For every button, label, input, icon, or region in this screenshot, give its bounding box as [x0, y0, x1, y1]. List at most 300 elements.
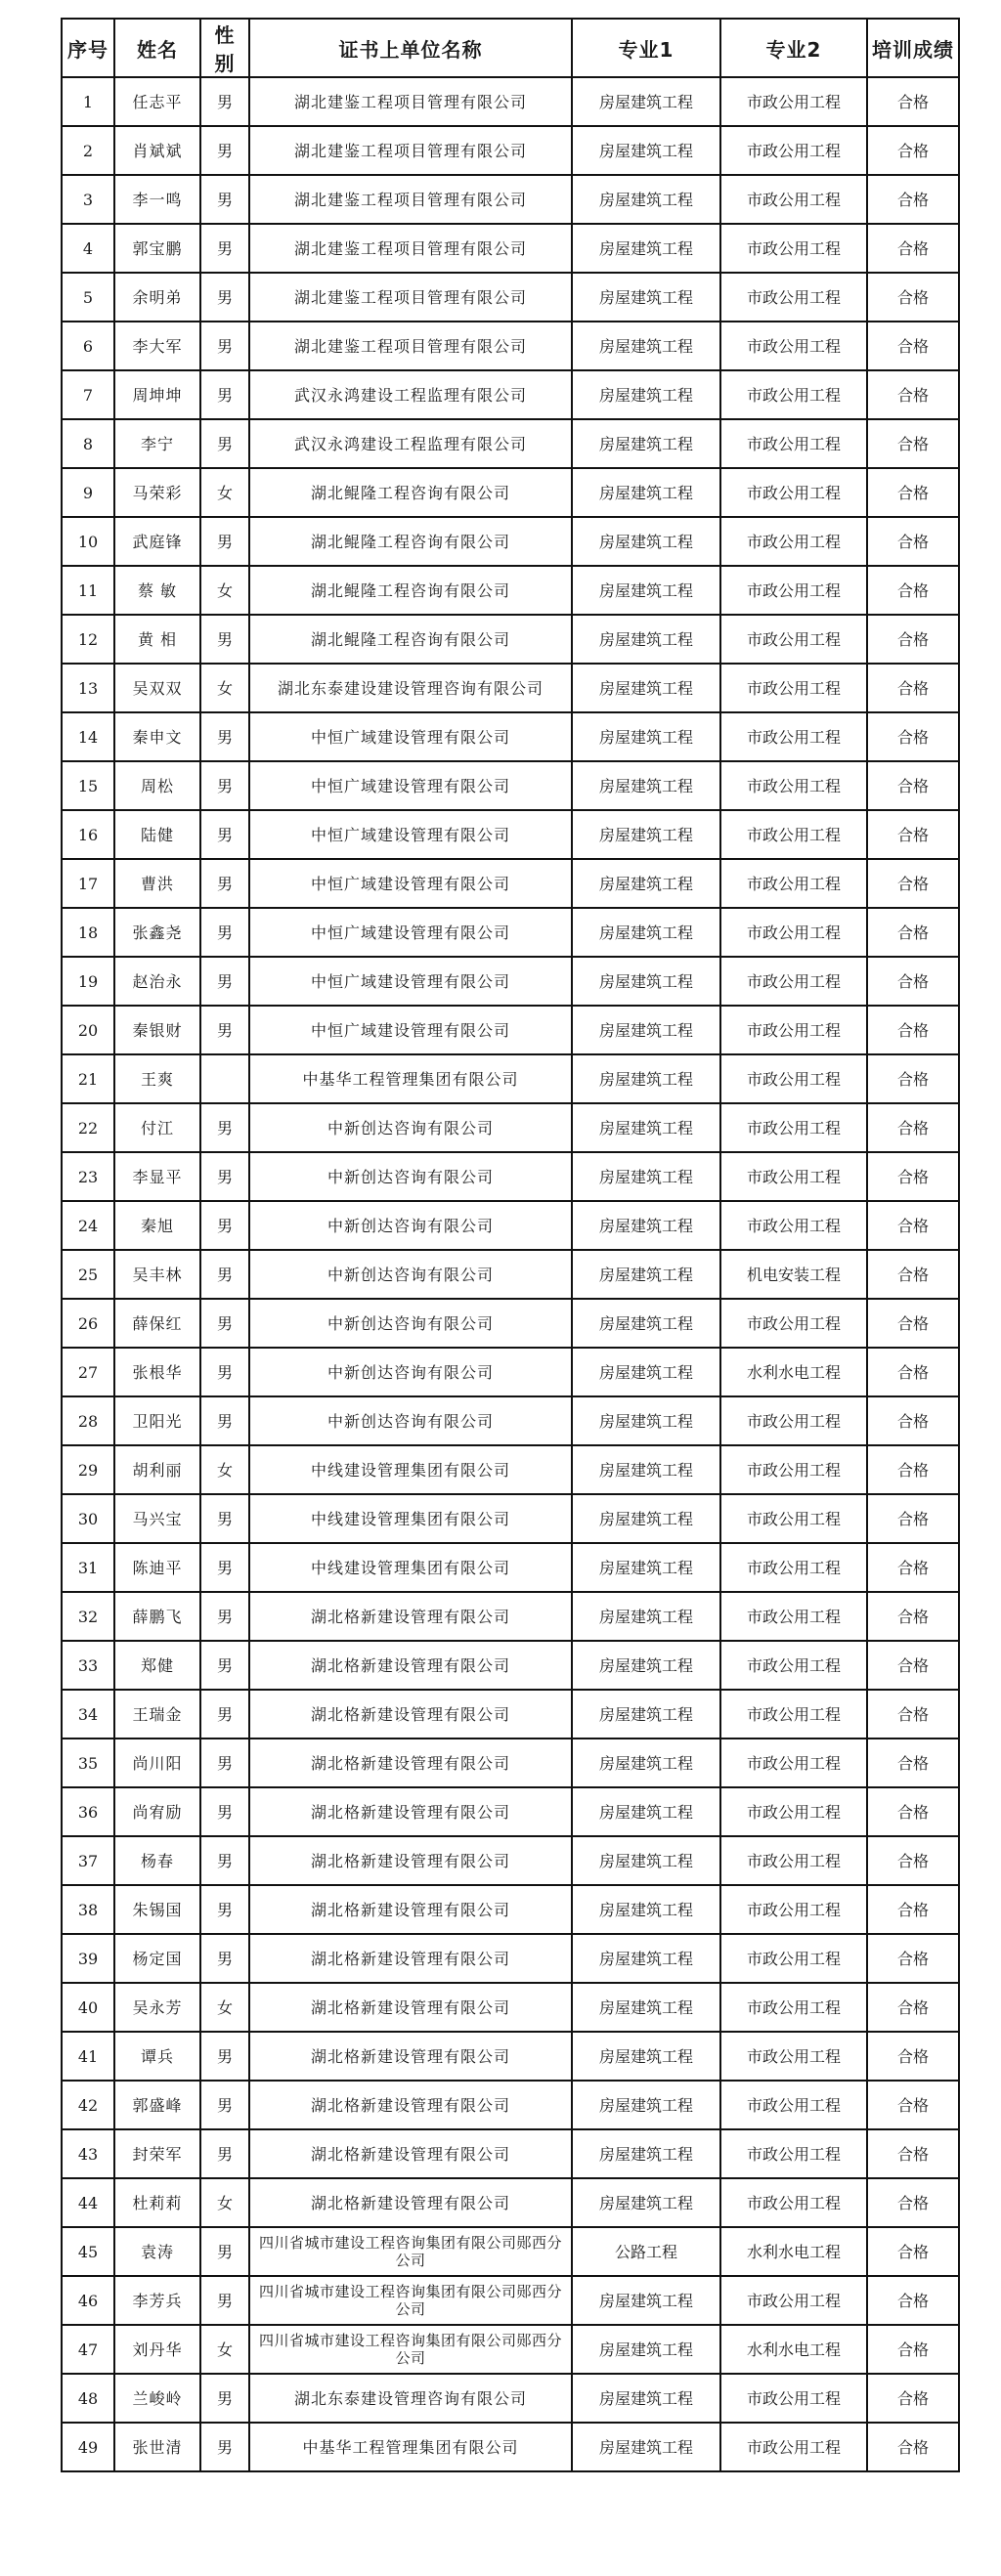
cell-name: 杨定国: [114, 1934, 200, 1983]
cell-major2: 市政公用工程: [720, 2276, 867, 2325]
cell-result: 合格: [867, 908, 959, 957]
cell-gender: 男: [200, 1934, 249, 1983]
cell-major2: 机电安装工程: [720, 1250, 867, 1299]
cell-major2: 市政公用工程: [720, 1885, 867, 1934]
cell-name: 黄 相: [114, 615, 200, 664]
cell-name: 薛保红: [114, 1299, 200, 1348]
cell-company: 中新创达咨询有限公司: [249, 1250, 572, 1299]
table-row: [62, 175, 959, 224]
cell-no: 16: [62, 810, 114, 859]
cell-company: 中恒广域建设管理有限公司: [249, 810, 572, 859]
cell-company: 中新创达咨询有限公司: [249, 1348, 572, 1396]
cell-major1: 房屋建筑工程: [572, 1543, 720, 1592]
header-row: [62, 19, 959, 77]
header-result: 培训成绩: [867, 19, 959, 77]
cell-major2: 市政公用工程: [720, 1983, 867, 2032]
cell-major1: 房屋建筑工程: [572, 419, 720, 468]
cell-gender: 男: [200, 2032, 249, 2081]
cell-major1: 房屋建筑工程: [572, 77, 720, 126]
header-gender: 性别: [200, 19, 249, 77]
header-company: 证书上单位名称: [249, 19, 572, 77]
cell-result: 合格: [867, 1983, 959, 2032]
cell-major2: 市政公用工程: [720, 810, 867, 859]
cell-major1: 房屋建筑工程: [572, 2081, 720, 2129]
cell-result: 合格: [867, 1494, 959, 1543]
cell-name: 吴永芳: [114, 1983, 200, 2032]
table-row: [62, 1152, 959, 1201]
cell-no: 14: [62, 712, 114, 761]
cell-name: 李芳兵: [114, 2276, 200, 2325]
cell-name: 郭宝鹏: [114, 224, 200, 273]
cell-major1: 房屋建筑工程: [572, 2423, 720, 2471]
cell-no: 8: [62, 419, 114, 468]
cell-name: 秦银财: [114, 1006, 200, 1054]
cell-company: 湖北鲲隆工程咨询有限公司: [249, 517, 572, 566]
cell-gender: 男: [200, 908, 249, 957]
cell-company: 中线建设管理集团有限公司: [249, 1445, 572, 1494]
cell-result: 合格: [867, 1690, 959, 1739]
cell-company: 中线建设管理集团有限公司: [249, 1494, 572, 1543]
cell-major1: 房屋建筑工程: [572, 2129, 720, 2178]
cell-gender: 男: [200, 77, 249, 126]
cell-name: 秦旭: [114, 1201, 200, 1250]
cell-major2: 市政公用工程: [720, 370, 867, 419]
cell-no: 24: [62, 1201, 114, 1250]
cell-result: 合格: [867, 810, 959, 859]
cell-major2: 市政公用工程: [720, 1494, 867, 1543]
table-row: [62, 1690, 959, 1739]
cell-major2: 市政公用工程: [720, 175, 867, 224]
cell-gender: 男: [200, 1250, 249, 1299]
cell-gender: 男: [200, 1494, 249, 1543]
cell-name: 陆健: [114, 810, 200, 859]
table-row: [62, 1787, 959, 1836]
cell-result: 合格: [867, 322, 959, 370]
cell-no: 5: [62, 273, 114, 322]
cell-result: 合格: [867, 566, 959, 615]
table-body: [62, 77, 959, 2471]
cell-major2: 市政公用工程: [720, 468, 867, 517]
cell-no: 1: [62, 77, 114, 126]
cell-major2: 市政公用工程: [720, 761, 867, 810]
table-row: [62, 224, 959, 273]
cell-name: 谭兵: [114, 2032, 200, 2081]
table-row: [62, 2032, 959, 2081]
cell-major2: 市政公用工程: [720, 1934, 867, 1983]
cell-company: 湖北格新建设管理有限公司: [249, 1641, 572, 1690]
cell-major2: 市政公用工程: [720, 2423, 867, 2471]
cell-gender: 男: [200, 224, 249, 273]
cell-result: 合格: [867, 2178, 959, 2227]
cell-major1: 房屋建筑工程: [572, 1299, 720, 1348]
cell-name: 王爽: [114, 1054, 200, 1103]
cell-name: 袁涛: [114, 2227, 200, 2276]
cell-major1: 房屋建筑工程: [572, 1641, 720, 1690]
cell-name: 李大军: [114, 322, 200, 370]
cell-name: 胡利丽: [114, 1445, 200, 1494]
cell-name: 封荣军: [114, 2129, 200, 2178]
cell-major2: 市政公用工程: [720, 322, 867, 370]
cell-major1: 房屋建筑工程: [572, 1494, 720, 1543]
cell-major1: 公路工程: [572, 2227, 720, 2276]
cell-gender: 男: [200, 370, 249, 419]
cell-major1: 房屋建筑工程: [572, 1250, 720, 1299]
table-row: [62, 2129, 959, 2178]
cell-major2: 市政公用工程: [720, 957, 867, 1006]
cell-company: 湖北东泰建设管理咨询有限公司: [249, 2374, 572, 2423]
cell-major2: 水利水电工程: [720, 2227, 867, 2276]
cell-no: 19: [62, 957, 114, 1006]
cell-company: 湖北建鉴工程项目管理有限公司: [249, 322, 572, 370]
cell-company: 湖北格新建设管理有限公司: [249, 2032, 572, 2081]
cell-major2: 市政公用工程: [720, 419, 867, 468]
cell-gender: 男: [200, 859, 249, 908]
cell-company: 武汉永鸿建设工程监理有限公司: [249, 370, 572, 419]
cell-company: 中新创达咨询有限公司: [249, 1103, 572, 1152]
cell-result: 合格: [867, 1641, 959, 1690]
cell-major2: 市政公用工程: [720, 615, 867, 664]
cell-gender: 男: [200, 322, 249, 370]
table-row: [62, 1885, 959, 1934]
cell-result: 合格: [867, 1103, 959, 1152]
cell-no: 4: [62, 224, 114, 273]
cell-major1: 房屋建筑工程: [572, 1787, 720, 1836]
cell-major1: 房屋建筑工程: [572, 2178, 720, 2227]
table-row: [62, 761, 959, 810]
cell-no: 29: [62, 1445, 114, 1494]
cell-major2: 市政公用工程: [720, 1641, 867, 1690]
cell-company: 湖北格新建设管理有限公司: [249, 1690, 572, 1739]
table-row: [62, 370, 959, 419]
cell-major2: 市政公用工程: [720, 1152, 867, 1201]
cell-no: 17: [62, 859, 114, 908]
cell-gender: 男: [200, 1006, 249, 1054]
cell-name: 尚川阳: [114, 1739, 200, 1787]
cell-major2: 市政公用工程: [720, 2032, 867, 2081]
cell-name: 李显平: [114, 1152, 200, 1201]
cell-company: 湖北格新建设管理有限公司: [249, 1836, 572, 1885]
cell-major1: 房屋建筑工程: [572, 1152, 720, 1201]
cell-no: 7: [62, 370, 114, 419]
cell-no: 15: [62, 761, 114, 810]
cell-gender: [200, 1054, 249, 1103]
cell-gender: 女: [200, 2325, 249, 2374]
cell-company: 湖北格新建设管理有限公司: [249, 1983, 572, 2032]
cell-name: 武庭锋: [114, 517, 200, 566]
cell-no: 35: [62, 1739, 114, 1787]
cell-no: 10: [62, 517, 114, 566]
cell-result: 合格: [867, 2374, 959, 2423]
cell-company: 湖北鲲隆工程咨询有限公司: [249, 615, 572, 664]
cell-no: 30: [62, 1494, 114, 1543]
cell-major1: 房屋建筑工程: [572, 859, 720, 908]
cell-no: 42: [62, 2081, 114, 2129]
cell-result: 合格: [867, 273, 959, 322]
cell-result: 合格: [867, 1543, 959, 1592]
cell-result: 合格: [867, 1739, 959, 1787]
cell-major2: 市政公用工程: [720, 126, 867, 175]
table-row: [62, 1201, 959, 1250]
cell-no: 26: [62, 1299, 114, 1348]
cell-major1: 房屋建筑工程: [572, 615, 720, 664]
cell-company: 四川省城市建设工程咨询集团有限公司郧西分公司: [249, 2325, 572, 2374]
cell-gender: 男: [200, 2129, 249, 2178]
training-result-table: [61, 18, 960, 2472]
cell-company: 中基华工程管理集团有限公司: [249, 1054, 572, 1103]
cell-no: 3: [62, 175, 114, 224]
cell-name: 付江: [114, 1103, 200, 1152]
cell-major1: 房屋建筑工程: [572, 322, 720, 370]
cell-name: 任志平: [114, 77, 200, 126]
table-row: [62, 2081, 959, 2129]
table-row: [62, 1543, 959, 1592]
cell-no: 40: [62, 1983, 114, 2032]
cell-gender: 男: [200, 419, 249, 468]
cell-result: 合格: [867, 1250, 959, 1299]
cell-no: 37: [62, 1836, 114, 1885]
cell-company: 中恒广域建设管理有限公司: [249, 761, 572, 810]
cell-result: 合格: [867, 1787, 959, 1836]
cell-name: 薛鹏飞: [114, 1592, 200, 1641]
cell-name: 朱锡国: [114, 1885, 200, 1934]
cell-company: 中新创达咨询有限公司: [249, 1152, 572, 1201]
cell-major1: 房屋建筑工程: [572, 664, 720, 712]
table-row: [62, 859, 959, 908]
cell-no: 49: [62, 2423, 114, 2471]
cell-major1: 房屋建筑工程: [572, 566, 720, 615]
cell-gender: 女: [200, 2178, 249, 2227]
header-major1: 专业1: [572, 19, 720, 77]
cell-result: 合格: [867, 370, 959, 419]
cell-no: 41: [62, 2032, 114, 2081]
cell-name: 马兴宝: [114, 1494, 200, 1543]
cell-result: 合格: [867, 2423, 959, 2471]
cell-result: 合格: [867, 1934, 959, 1983]
cell-gender: 女: [200, 1445, 249, 1494]
cell-no: 9: [62, 468, 114, 517]
cell-major2: 市政公用工程: [720, 1690, 867, 1739]
cell-no: 48: [62, 2374, 114, 2423]
cell-major1: 房屋建筑工程: [572, 712, 720, 761]
table-row: [62, 1054, 959, 1103]
cell-major2: 市政公用工程: [720, 1054, 867, 1103]
cell-company: 湖北东泰建设建设管理咨询有限公司: [249, 664, 572, 712]
cell-name: 刘丹华: [114, 2325, 200, 2374]
cell-major2: 市政公用工程: [720, 1787, 867, 1836]
cell-no: 2: [62, 126, 114, 175]
cell-major2: 市政公用工程: [720, 1739, 867, 1787]
cell-name: 杨春: [114, 1836, 200, 1885]
cell-result: 合格: [867, 1054, 959, 1103]
cell-major1: 房屋建筑工程: [572, 175, 720, 224]
cell-result: 合格: [867, 1445, 959, 1494]
table-row: [62, 1250, 959, 1299]
cell-major2: 水利水电工程: [720, 1348, 867, 1396]
cell-name: 马荣彩: [114, 468, 200, 517]
cell-gender: 男: [200, 1299, 249, 1348]
cell-name: 郭盛峰: [114, 2081, 200, 2129]
cell-name: 郑健: [114, 1641, 200, 1690]
table-row: [62, 2276, 959, 2325]
cell-no: 46: [62, 2276, 114, 2325]
cell-gender: 男: [200, 1152, 249, 1201]
cell-major1: 房屋建筑工程: [572, 1348, 720, 1396]
cell-major2: 市政公用工程: [720, 2081, 867, 2129]
cell-gender: 男: [200, 761, 249, 810]
table-row: [62, 1445, 959, 1494]
cell-result: 合格: [867, 2129, 959, 2178]
cell-gender: 男: [200, 1201, 249, 1250]
cell-result: 合格: [867, 2032, 959, 2081]
cell-company: 湖北格新建设管理有限公司: [249, 1739, 572, 1787]
cell-major1: 房屋建筑工程: [572, 1103, 720, 1152]
cell-name: 张根华: [114, 1348, 200, 1396]
cell-no: 45: [62, 2227, 114, 2276]
cell-major1: 房屋建筑工程: [572, 957, 720, 1006]
cell-no: 18: [62, 908, 114, 957]
cell-major2: 市政公用工程: [720, 1201, 867, 1250]
cell-major2: 水利水电工程: [720, 2325, 867, 2374]
cell-gender: 男: [200, 712, 249, 761]
cell-gender: 女: [200, 566, 249, 615]
cell-result: 合格: [867, 1885, 959, 1934]
table-row: [62, 1934, 959, 1983]
cell-gender: 男: [200, 1641, 249, 1690]
table-row: [62, 908, 959, 957]
cell-company: 中新创达咨询有限公司: [249, 1299, 572, 1348]
cell-company: 中新创达咨询有限公司: [249, 1201, 572, 1250]
cell-gender: 男: [200, 1739, 249, 1787]
cell-company: 湖北鲲隆工程咨询有限公司: [249, 566, 572, 615]
cell-major1: 房屋建筑工程: [572, 1739, 720, 1787]
cell-major1: 房屋建筑工程: [572, 1934, 720, 1983]
table-row: [62, 2178, 959, 2227]
cell-major1: 房屋建筑工程: [572, 1885, 720, 1934]
cell-gender: 男: [200, 1787, 249, 1836]
cell-major2: 市政公用工程: [720, 77, 867, 126]
cell-name: 曹洪: [114, 859, 200, 908]
table-header: [62, 19, 959, 77]
cell-major2: 市政公用工程: [720, 273, 867, 322]
header-name: 姓名: [114, 19, 200, 77]
cell-no: 6: [62, 322, 114, 370]
cell-no: 23: [62, 1152, 114, 1201]
cell-major2: 市政公用工程: [720, 566, 867, 615]
cell-major1: 房屋建筑工程: [572, 273, 720, 322]
cell-name: 尚宥励: [114, 1787, 200, 1836]
cell-no: 33: [62, 1641, 114, 1690]
cell-name: 赵治永: [114, 957, 200, 1006]
cell-company: 湖北格新建设管理有限公司: [249, 2178, 572, 2227]
cell-name: 杜莉莉: [114, 2178, 200, 2227]
cell-no: 25: [62, 1250, 114, 1299]
cell-company: 湖北格新建设管理有限公司: [249, 1592, 572, 1641]
cell-gender: 男: [200, 957, 249, 1006]
cell-result: 合格: [867, 77, 959, 126]
table-row: [62, 468, 959, 517]
table-row: [62, 957, 959, 1006]
cell-gender: 男: [200, 1396, 249, 1445]
cell-no: 22: [62, 1103, 114, 1152]
cell-major2: 市政公用工程: [720, 1299, 867, 1348]
table-row: [62, 615, 959, 664]
cell-name: 陈迪平: [114, 1543, 200, 1592]
cell-name: 吴双双: [114, 664, 200, 712]
cell-major1: 房屋建筑工程: [572, 224, 720, 273]
cell-major1: 房屋建筑工程: [572, 1836, 720, 1885]
cell-result: 合格: [867, 1299, 959, 1348]
cell-no: 44: [62, 2178, 114, 2227]
cell-no: 28: [62, 1396, 114, 1445]
cell-major2: 市政公用工程: [720, 2178, 867, 2227]
cell-major1: 房屋建筑工程: [572, 126, 720, 175]
cell-name: 肖斌斌: [114, 126, 200, 175]
cell-company: 湖北格新建设管理有限公司: [249, 1934, 572, 1983]
table-row: [62, 1348, 959, 1396]
cell-no: 20: [62, 1006, 114, 1054]
cell-name: 周松: [114, 761, 200, 810]
cell-company: 四川省城市建设工程咨询集团有限公司郧西分公司: [249, 2227, 572, 2276]
cell-result: 合格: [867, 224, 959, 273]
cell-company: 湖北建鉴工程项目管理有限公司: [249, 126, 572, 175]
cell-company: 武汉永鸿建设工程监理有限公司: [249, 419, 572, 468]
cell-gender: 男: [200, 1690, 249, 1739]
cell-no: 34: [62, 1690, 114, 1739]
table-row: [62, 1494, 959, 1543]
cell-result: 合格: [867, 2227, 959, 2276]
table-row: [62, 2374, 959, 2423]
cell-gender: 男: [200, 273, 249, 322]
cell-major2: 市政公用工程: [720, 908, 867, 957]
cell-name: 张世清: [114, 2423, 200, 2471]
table-row: [62, 1836, 959, 1885]
cell-company: 中恒广域建设管理有限公司: [249, 712, 572, 761]
cell-no: 38: [62, 1885, 114, 1934]
cell-major2: 市政公用工程: [720, 224, 867, 273]
cell-company: 湖北建鉴工程项目管理有限公司: [249, 224, 572, 273]
cell-gender: 男: [200, 175, 249, 224]
training-result-sheet: [61, 18, 958, 2472]
cell-major1: 房屋建筑工程: [572, 810, 720, 859]
cell-result: 合格: [867, 2325, 959, 2374]
cell-name: 张鑫尧: [114, 908, 200, 957]
cell-result: 合格: [867, 468, 959, 517]
cell-company: 湖北建鉴工程项目管理有限公司: [249, 77, 572, 126]
cell-no: 47: [62, 2325, 114, 2374]
cell-major1: 房屋建筑工程: [572, 1006, 720, 1054]
cell-result: 合格: [867, 615, 959, 664]
cell-no: 11: [62, 566, 114, 615]
cell-major2: 市政公用工程: [720, 1006, 867, 1054]
cell-major2: 市政公用工程: [720, 859, 867, 908]
cell-company: 中线建设管理集团有限公司: [249, 1543, 572, 1592]
cell-company: 湖北建鉴工程项目管理有限公司: [249, 175, 572, 224]
table-row: [62, 664, 959, 712]
table-row: [62, 1396, 959, 1445]
cell-major2: 市政公用工程: [720, 664, 867, 712]
cell-company: 湖北格新建设管理有限公司: [249, 2129, 572, 2178]
cell-major1: 房屋建筑工程: [572, 370, 720, 419]
cell-major1: 房屋建筑工程: [572, 1201, 720, 1250]
cell-result: 合格: [867, 859, 959, 908]
cell-result: 合格: [867, 1006, 959, 1054]
cell-major1: 房屋建筑工程: [572, 468, 720, 517]
cell-company: 湖北建鉴工程项目管理有限公司: [249, 273, 572, 322]
cell-major2: 市政公用工程: [720, 712, 867, 761]
cell-major1: 房屋建筑工程: [572, 2276, 720, 2325]
cell-result: 合格: [867, 1836, 959, 1885]
table-row: [62, 1006, 959, 1054]
